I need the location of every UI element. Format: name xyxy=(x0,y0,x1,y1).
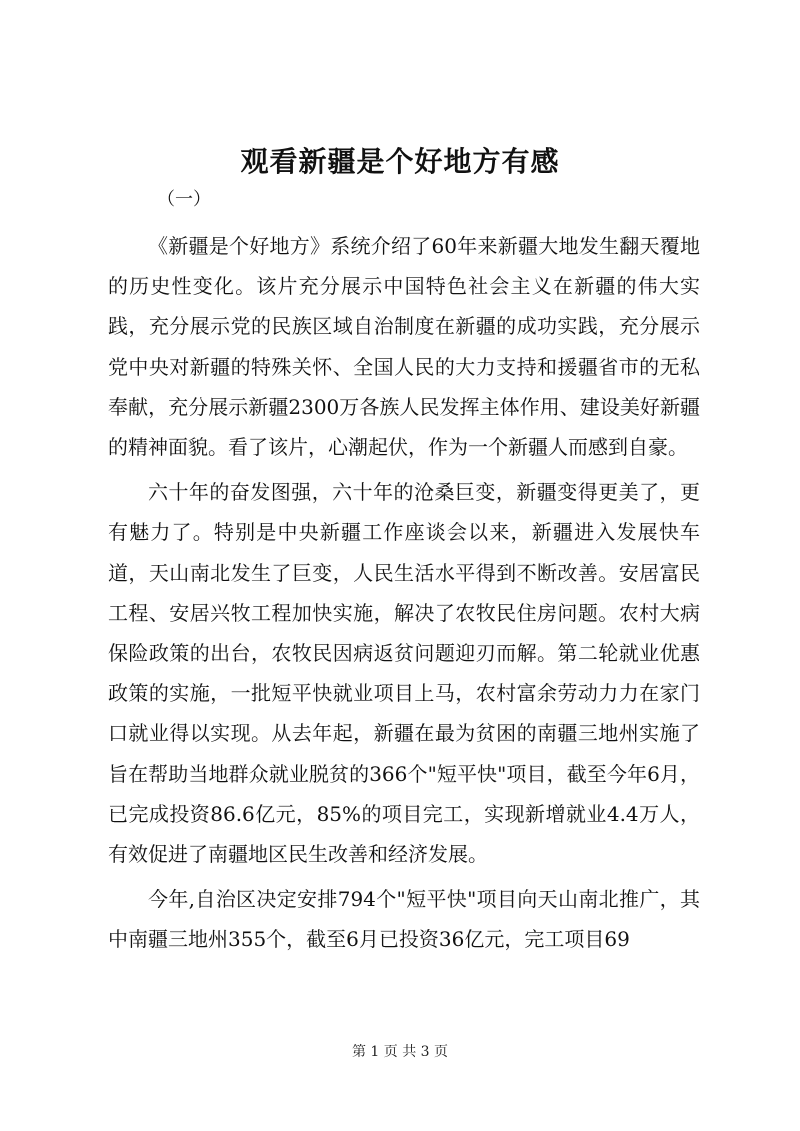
document-title: 观看新疆是个好地方有感 xyxy=(240,145,560,178)
page-footer: 第 1 页 共 3 页 xyxy=(351,1044,449,1060)
paragraph-2: 六十年的奋发图强，六十年的沧桑巨变，新疆变得更美了，更有魅力了。特别是中央新疆工作座谈会以来，新疆进入发展快车道，天山南北发生了巨变，人民生活水平得到不断改善。安居富民工程、安居兴牧工程加快实施，解决了农牧民住房问题。农村大病保险政策的出台，农牧民因病返贫问题迎刃而解。第二轮就业优惠政策的实施，一批短平快就业项目上马，农村富余劳动力力在家门口就业得以实现。从去年起，新疆在最为贫困的南疆三地州实施了旨在帮助当地群众就业脱贫的366个"短平快"项目，截至今年6月，已完成投资86.6亿元，85%的项目完工，实现新增就业4.4万人，有效促进了南疆地区民生改善和经济发展。 xyxy=(108,480,700,867)
paragraph-3: 今年,自治区决定安排794个"短平快"项目向天山南北推广，其中南疆三地州355个，截至6月已投资36亿元，完工项目69 xyxy=(108,887,700,952)
section-mark: （一） xyxy=(157,189,211,210)
paragraph-1: 《新疆是个好地方》系统介绍了60年来新疆大地发生翻天覆地的历史性变化。该片充分展示中国特色社会主义在新疆的伟大实践，充分展示党的民族区域自治制度在新疆的成功实践，充分展示党中央对新疆的特殊关怀、全国人民的大力支持和援疆省市的无私奉献，充分展示新疆2300万各族人民发挥主体作用、建设美好新疆的精神面貌。看了该片，心潮起伏，作为一个新疆人而感到自豪。 xyxy=(108,234,700,460)
document-body xyxy=(108,226,700,965)
